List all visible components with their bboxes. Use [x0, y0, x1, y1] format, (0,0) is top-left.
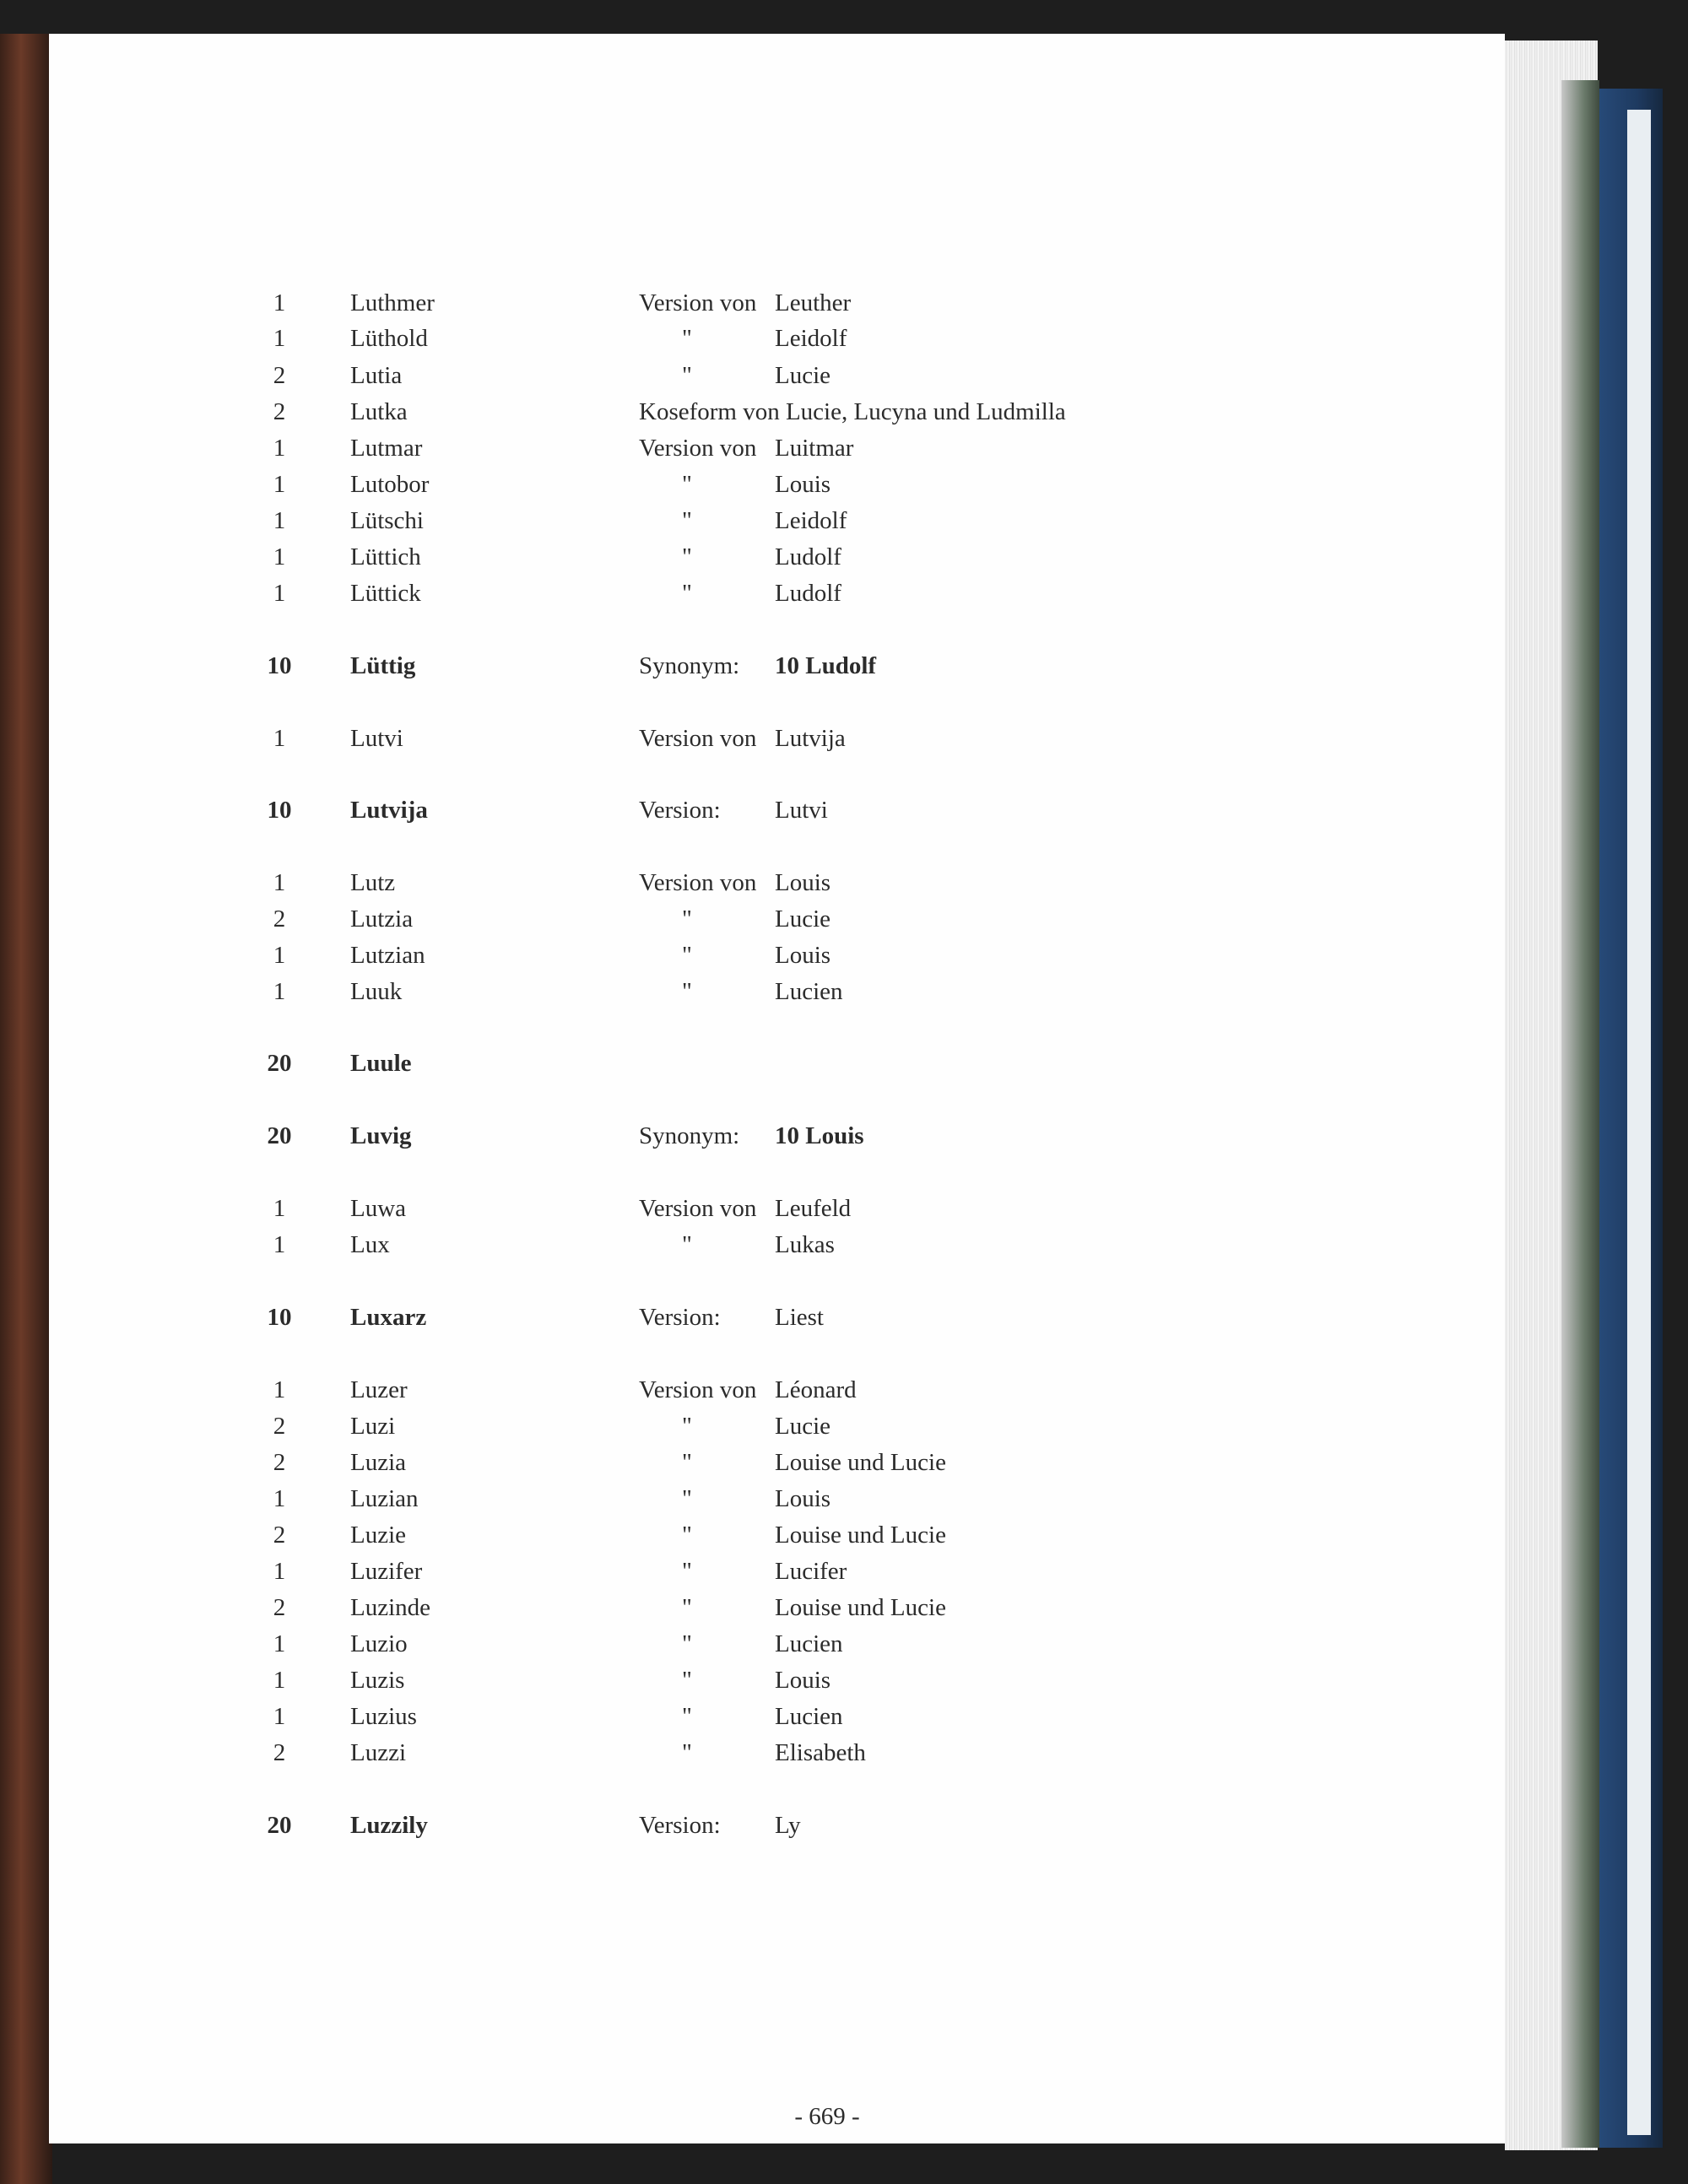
list-item — [0, 322, 1688, 355]
entry-count: 10 — [267, 652, 292, 679]
entry-name: Luzio — [350, 1630, 408, 1657]
list-item — [0, 1700, 1688, 1733]
list-item — [0, 1808, 1688, 1842]
list-item — [0, 793, 1688, 827]
entry-count: 1 — [273, 543, 286, 570]
ditto-mark: " — [682, 580, 692, 607]
entry-name: Luxarz — [350, 1304, 427, 1331]
entry-reference: Leuther — [775, 289, 852, 316]
entry-reference: Lucie — [775, 362, 831, 389]
entry-name: Luthmer — [350, 289, 435, 316]
entry-count: 1 — [273, 507, 286, 534]
entry-name: Lutia — [350, 362, 403, 389]
entry-name: Lutz — [350, 869, 396, 896]
ditto-mark: " — [682, 905, 692, 933]
entry-count: 2 — [273, 362, 286, 389]
list-item — [0, 504, 1688, 538]
list-item — [0, 1554, 1688, 1588]
ditto-mark: " — [682, 1630, 692, 1657]
list-item — [0, 286, 1688, 320]
list-item — [0, 1518, 1688, 1552]
entry-name: Luzis — [350, 1667, 405, 1694]
entry-count: 1 — [273, 1195, 286, 1222]
ditto-mark: " — [682, 942, 692, 969]
entry-count: 1 — [273, 942, 286, 969]
entry-reference: Lucie — [775, 1413, 831, 1440]
list-item — [0, 722, 1688, 755]
entry-count: 20 — [267, 1812, 292, 1839]
entry-reference: Leidolf — [775, 507, 847, 534]
entry-reference: Louise und Lucie — [775, 1594, 946, 1621]
list-item — [0, 1373, 1688, 1407]
entry-name: Lutobor — [350, 471, 430, 498]
entry-name: Lutmar — [350, 435, 423, 462]
entry-name: Lutvija — [350, 797, 428, 824]
list-item — [0, 468, 1688, 501]
entry-name: Luzer — [350, 1376, 408, 1403]
entry-count: 1 — [273, 978, 286, 1005]
entry-reference: Luitmar — [775, 435, 854, 462]
ditto-mark: " — [682, 507, 692, 534]
ditto-mark: " — [682, 1594, 692, 1621]
page-footer — [726, 2100, 928, 2133]
entry-relation: Version von — [639, 435, 757, 462]
entry-count: 20 — [267, 1122, 292, 1149]
list-item — [0, 1446, 1688, 1479]
ditto-mark: " — [682, 1558, 692, 1585]
entry-count: 1 — [273, 1703, 286, 1730]
entry-relation: Version: — [639, 1304, 721, 1331]
list-item — [0, 649, 1688, 683]
entry-name: Lüttig — [350, 652, 416, 679]
entry-name: Lütschi — [350, 507, 424, 534]
entry-name: Luzian — [350, 1485, 419, 1512]
entry-count: 1 — [273, 1630, 286, 1657]
entry-count: 20 — [267, 1050, 292, 1077]
entry-count: 10 — [267, 1304, 292, 1331]
entry-reference: Louis — [775, 1667, 831, 1694]
list-item — [0, 938, 1688, 972]
list-item — [0, 1736, 1688, 1770]
list-item — [0, 540, 1688, 574]
entry-reference: Lucifer — [775, 1558, 847, 1585]
entry-name: Lüttick — [350, 580, 421, 607]
entry-count: 10 — [267, 797, 292, 824]
entry-count: 1 — [273, 289, 286, 316]
entry-count: 1 — [273, 1667, 286, 1694]
entry-reference: Lucien — [775, 1703, 843, 1730]
list-item — [0, 902, 1688, 936]
entry-reference: Ludolf — [775, 580, 841, 607]
list-item — [0, 395, 1688, 429]
entry-reference: Louise und Lucie — [775, 1522, 946, 1549]
list-item — [0, 1300, 1688, 1334]
list-item — [0, 1482, 1688, 1516]
list-item — [0, 975, 1688, 1008]
entry-reference: Leidolf — [775, 325, 847, 352]
entry-name: Lux — [350, 1231, 390, 1258]
entry-relation: Version von — [639, 1195, 757, 1222]
ditto-mark: " — [682, 325, 692, 352]
entry-count: 1 — [273, 580, 286, 607]
entry-reference: Léonard — [775, 1376, 857, 1403]
entry-reference: Ly — [775, 1812, 801, 1839]
entry-name: Lüthold — [350, 325, 428, 352]
list-item — [0, 359, 1688, 392]
list-item — [0, 1627, 1688, 1661]
list-item — [0, 576, 1688, 610]
ditto-mark: " — [682, 1667, 692, 1694]
entry-count: 2 — [273, 1522, 286, 1549]
entry-count: 2 — [273, 1739, 286, 1766]
entry-reference: Leufeld — [775, 1195, 852, 1222]
entry-relation: Version von — [639, 1376, 757, 1403]
entry-count: 1 — [273, 1485, 286, 1512]
entry-name: Luzie — [350, 1522, 407, 1549]
ditto-mark: " — [682, 1485, 692, 1512]
entry-reference: Ludolf — [775, 543, 841, 570]
ditto-mark: " — [682, 1231, 692, 1258]
entry-name: Lüttich — [350, 543, 421, 570]
entry-reference: Louis — [775, 471, 831, 498]
entry-count: 1 — [273, 725, 286, 752]
entry-count: 2 — [273, 398, 286, 425]
entry-name: Luzinde — [350, 1594, 431, 1621]
entry-relation: Version: — [639, 797, 721, 824]
list-item — [0, 431, 1688, 465]
entry-count: 2 — [273, 1413, 286, 1440]
list-item — [0, 1663, 1688, 1697]
entry-reference: Lukas — [775, 1231, 835, 1258]
ditto-mark: " — [682, 1739, 692, 1766]
list-item — [0, 1591, 1688, 1624]
list-item — [0, 1046, 1688, 1080]
entry-name: Lutzian — [350, 942, 425, 969]
entry-reference: Elisabeth — [775, 1739, 866, 1766]
entry-reference: Lucien — [775, 978, 843, 1005]
ditto-mark: " — [682, 543, 692, 570]
entry-name: Lutka — [350, 398, 408, 425]
entry-name: Lutvi — [350, 725, 403, 752]
entry-reference: 10 Louis — [775, 1122, 864, 1149]
entry-count: 1 — [273, 435, 286, 462]
list-item — [0, 1228, 1688, 1262]
entry-count: 1 — [273, 325, 286, 352]
entry-reference: Lucie — [775, 905, 831, 933]
entry-name: Luzzi — [350, 1739, 407, 1766]
entry-count: 1 — [273, 1231, 286, 1258]
ditto-mark: " — [682, 1522, 692, 1549]
entry-count: 1 — [273, 1376, 286, 1403]
entry-reference: Liest — [775, 1304, 824, 1331]
ditto-mark: " — [682, 1449, 692, 1476]
entry-reference: Lucien — [775, 1630, 843, 1657]
entry-count: 1 — [273, 1558, 286, 1585]
entry-relation: Version von — [639, 725, 757, 752]
entry-count: 2 — [273, 1594, 286, 1621]
entry-relation: Version von — [639, 869, 757, 896]
entry-name: Luule — [350, 1050, 412, 1077]
ditto-mark: " — [682, 1413, 692, 1440]
page-number: - 669 - — [794, 2103, 860, 2130]
entry-reference: Lutvija — [775, 725, 846, 752]
entry-reference: Louis — [775, 869, 831, 896]
entry-relation: Version von — [639, 289, 757, 316]
entry-name: Luuk — [350, 978, 403, 1005]
entry-reference: Louis — [775, 942, 831, 969]
ditto-mark: " — [682, 471, 692, 498]
entry-name: Lutzia — [350, 905, 414, 933]
entry-name: Luzius — [350, 1703, 417, 1730]
entry-name: Luzzily — [350, 1812, 428, 1839]
entry-name: Luvig — [350, 1122, 412, 1149]
entry-name: Luzi — [350, 1413, 396, 1440]
entry-reference: Louis — [775, 1485, 831, 1512]
entry-reference: 10 Ludolf — [775, 652, 877, 679]
entry-reference: Lutvi — [775, 797, 828, 824]
list-item — [0, 866, 1688, 900]
entry-count: 2 — [273, 1449, 286, 1476]
entry-reference: Louise und Lucie — [775, 1449, 946, 1476]
list-item — [0, 1409, 1688, 1443]
entry-relation: Version: — [639, 1812, 721, 1839]
entry-name: Luzifer — [350, 1558, 423, 1585]
ditto-mark: " — [682, 1703, 692, 1730]
entry-name: Luzia — [350, 1449, 407, 1476]
entry-count: 1 — [273, 471, 286, 498]
entry-count: 1 — [273, 869, 286, 896]
entry-relation: Synonym: — [639, 652, 740, 679]
entry-count: 2 — [273, 905, 286, 933]
list-item — [0, 1119, 1688, 1153]
entry-relation: Synonym: — [639, 1122, 740, 1149]
entry-name: Luwa — [350, 1195, 407, 1222]
list-item — [0, 1192, 1688, 1225]
ditto-mark: " — [682, 362, 692, 389]
ditto-mark: " — [682, 978, 692, 1005]
entry-relation: Koseform von Lucie, Lucyna und Ludmilla — [639, 398, 1066, 425]
